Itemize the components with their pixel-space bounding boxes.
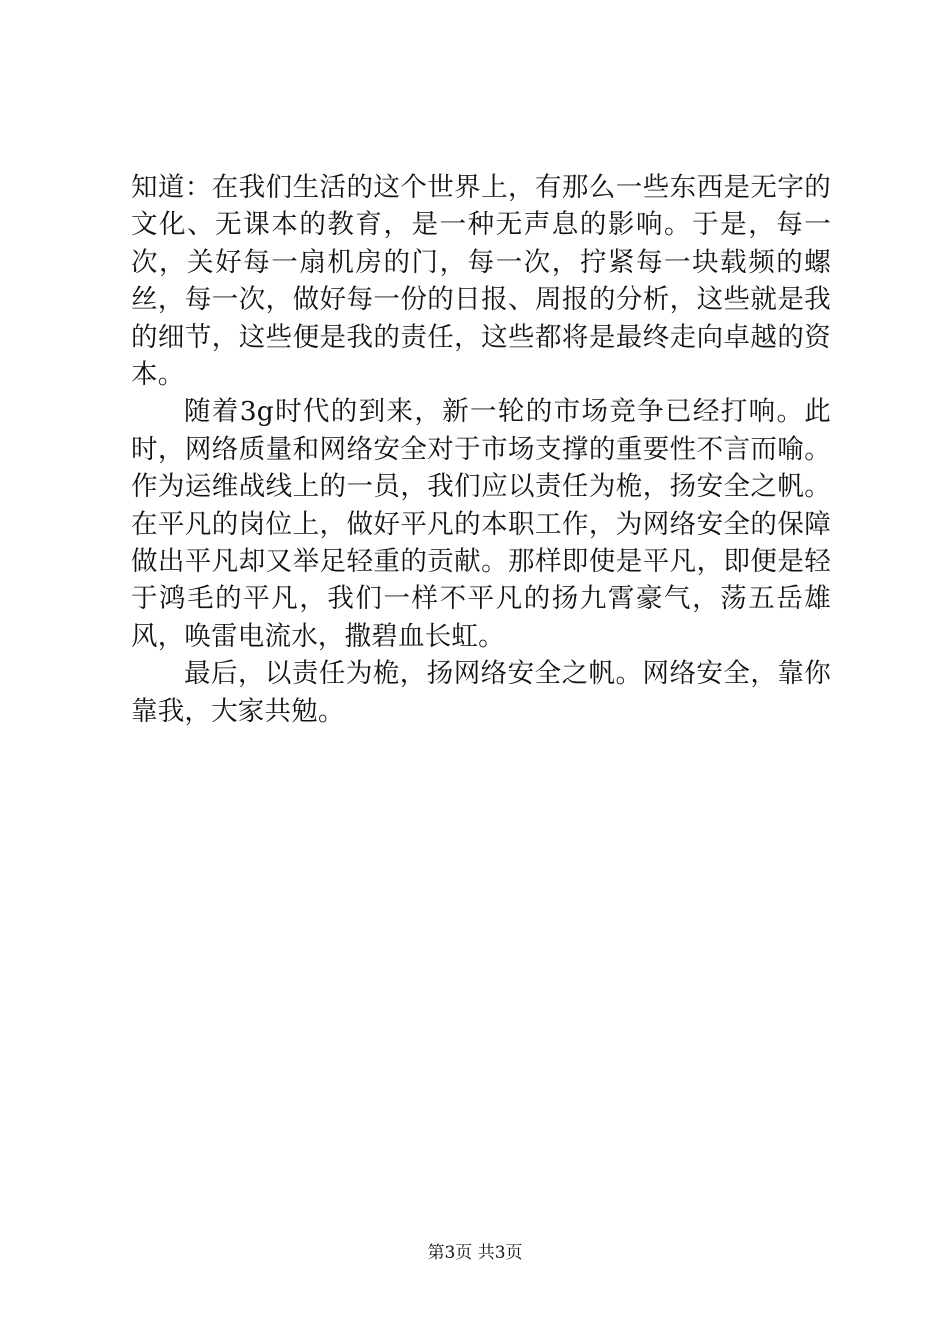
page-footer: 第3页 共3页 [427, 1243, 523, 1263]
paragraph-3: 最后，以责任为桅，扬网络安全之帆。网络安全，靠你靠我，大家共勉。 [131, 658, 831, 727]
paragraph-2: 随着3g时代的到来，新一轮的市场竞争已经打响。此时，网络质量和网络安全对于市场支撑的重要性不言而喻。作为运维战线上的一员，我们应以责任为桅，扬安全之帆。在平凡的岗位上，做好平凡的本职工作，为网络安全的保障做出平凡却又举足轻重的贡献。那样即使是平凡，即便是轻于鸿毛的平凡，我们一样不平凡的扬九霄豪气，荡五岳雄风，唤雷电流水，撒碧血长虹。 [131, 396, 831, 652]
paragraph-1: 知道：在我们生活的这个世界上，有那么一些东西是无字的文化、无课本的教育，是一种无声息的影响。于是，每一次，关好每一扇机房的门，每一次，拧紧每一块载频的螺丝，每一次，做好每一份的日报、周报的分析，这些就是我的细节，这些便是我的责任，这些都将是最终走向卓越的资本。 [131, 172, 831, 391]
body-text [131, 169, 831, 730]
